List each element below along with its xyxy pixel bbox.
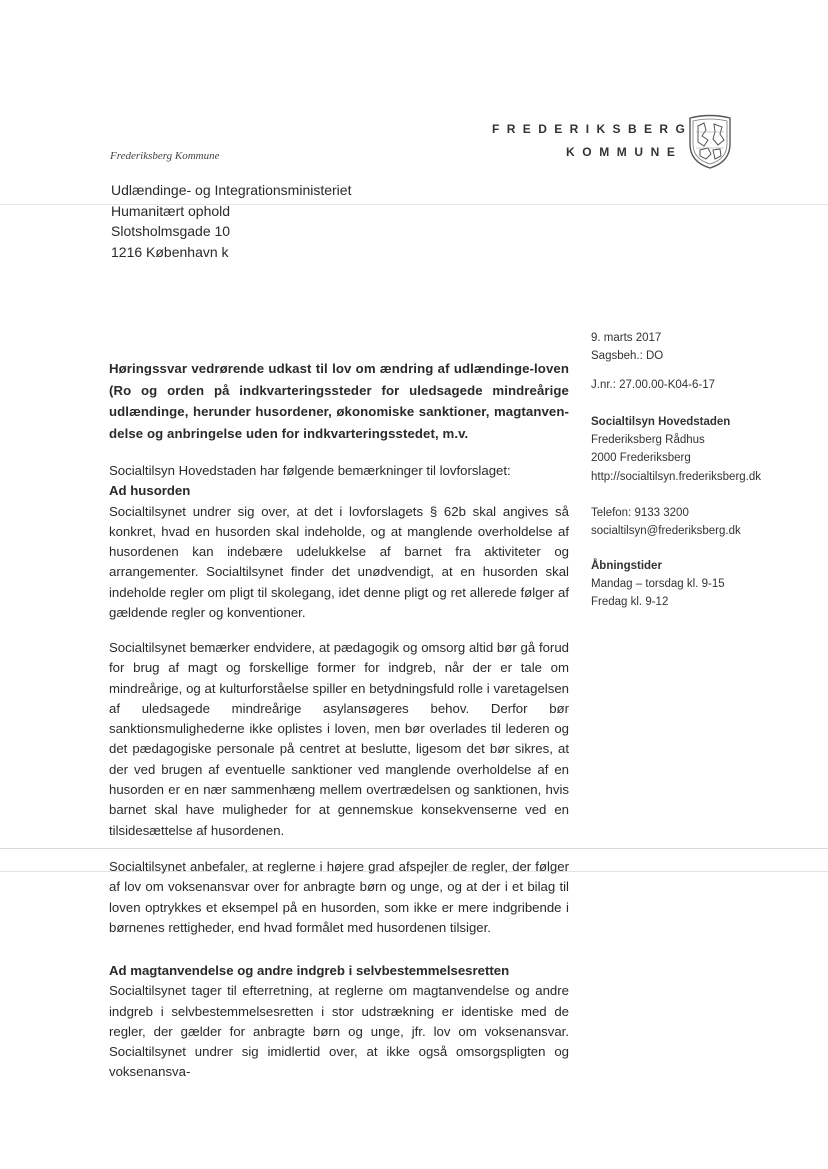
office-website-link[interactable]: http://socialtilsyn.frederiksberg.dk: [591, 470, 762, 483]
opening-hours-block: [591, 557, 725, 612]
intro-text: Socialtilsyn Hovedstaden har følgende bemærkninger til lovforslaget:: [109, 463, 511, 478]
section-heading: Ad magtanvendelse og andre indgreb i selvbestemmelsesretten: [109, 963, 510, 978]
opening-hours-line: Fredag kl. 9-12: [591, 596, 669, 609]
section-heading: Ad husorden: [109, 483, 191, 499]
phone-email-block: [591, 504, 741, 540]
letter-date: 9. marts 2017: [591, 332, 662, 344]
office-name: Socialtilsyn Hovedstaden: [591, 416, 731, 428]
opening-hours-line: Mandag – torsdag kl. 9-15: [591, 578, 725, 591]
org-subtitle: KOMMUNE: [566, 145, 683, 159]
scan-artifact-line: [0, 848, 828, 849]
address-line: 1216 København k: [111, 244, 229, 261]
office-contact-block: [591, 413, 761, 486]
office-email-link[interactable]: socialtilsyn@frederiksberg.dk: [591, 525, 741, 538]
office-line: 2000 Frederiksberg: [591, 452, 691, 465]
body-paragraph: Socialtilsynet undrer sig over, at det i lovforslagets § 62b skal angives så konkret, hvad en husorden skal indeholde, og at manglende overholdelse af husordenen kan indebære udelukkelse af barnet fra aktiviteter og arrangementer. Socialtilsynet finder det unødvendigt, at en husorden skal indeholde regler om pligt til skolegang, idet denne pligt og ret allerede følger af gældende regler og konventioner.: [109, 503, 569, 621]
body-paragraph: Socialtilsynet anbefaler, at reglerne i højere grad afspejler de regler, der følger af lov om voksenansvar over for anbragte børn og unge, og at der i et bilag til loven optrykkes et eksempel på en husorden, som ikke er mere indgribende i børnenes rettigheder, end hvad formålet med husordenen tilsiger.: [109, 859, 569, 935]
office-line: Frederiksberg Rådhus: [591, 434, 705, 447]
handwritten-municipality-name: Frederiksberg Kommune: [110, 150, 220, 162]
office-phone: Telefon: 9133 3200: [591, 507, 689, 519]
recipient-address: [111, 180, 351, 263]
body-paragraph: Socialtilsynet tager til efterretning, at reglerne om magtanvendelse og andre indgreb i selvbestemmelsesretten i stor udstrækning er identiske med de regler, der gælder for anbragte børn og unge, jfr. lov om voksenansvar. Socialtilsynet undrer sig imidlertid over, at ikke også omsorgspligten og voksenansva-: [109, 983, 569, 1080]
coat-of-arms-icon: [684, 112, 736, 170]
org-name: FREDERIKSBERG: [492, 122, 693, 136]
letter-meta: [591, 329, 663, 365]
case-officer: Sagsbeh.: DO: [591, 350, 664, 363]
address-line: Slotsholmsgade 10: [111, 223, 231, 240]
section-magtanvendelse: [109, 961, 569, 1083]
journal-number: J.nr.: 27.00.00-K04-6-17: [591, 379, 716, 391]
letter-subject: Høringssvar vedrørende udkast til lov om ændring af udlændinge-loven (Ro og orden på indkvarteringssteder for uledsagede mindreårige udlændinge, herunder husordener, økonomiske sanktioner, magtanven-delse og anbringelse uden for indkvarteringsstedet, m.v.: [109, 361, 569, 441]
address-line: Humanitært ophold: [111, 202, 231, 219]
section-husorden: [109, 461, 569, 623]
address-line: Udlændinge- og Integrationsministeriet: [111, 182, 352, 198]
body-paragraph: Socialtilsynet bemærker endvidere, at pædagogik og omsorg altid bør gå forud for brug af magt og forskellige former for indgreb, når der er tale om mindreårige, og at kulturforståelse spiller en betydningsfuld rolle i varetagelsen af uledsagede mindreårige asylansøgeres behov. Derfor bør sanktionsmulighederne ikke oplistes i loven, men bør overlades til lederen og det pædagogiske personale på centret at beslutte, ligesom det bør sikres, at der ved brugen af eventuelle sanktioner ved manglende overholdelse af en husorden er en nær sammenhæng mellem overtrædelsen og sanktionen, hvis barnet skal have muligheder for at gennemskue konsekvenserne ved en tilsidesættelse af husordenen.: [109, 640, 569, 838]
opening-hours-title: Åbningstider: [591, 560, 662, 572]
